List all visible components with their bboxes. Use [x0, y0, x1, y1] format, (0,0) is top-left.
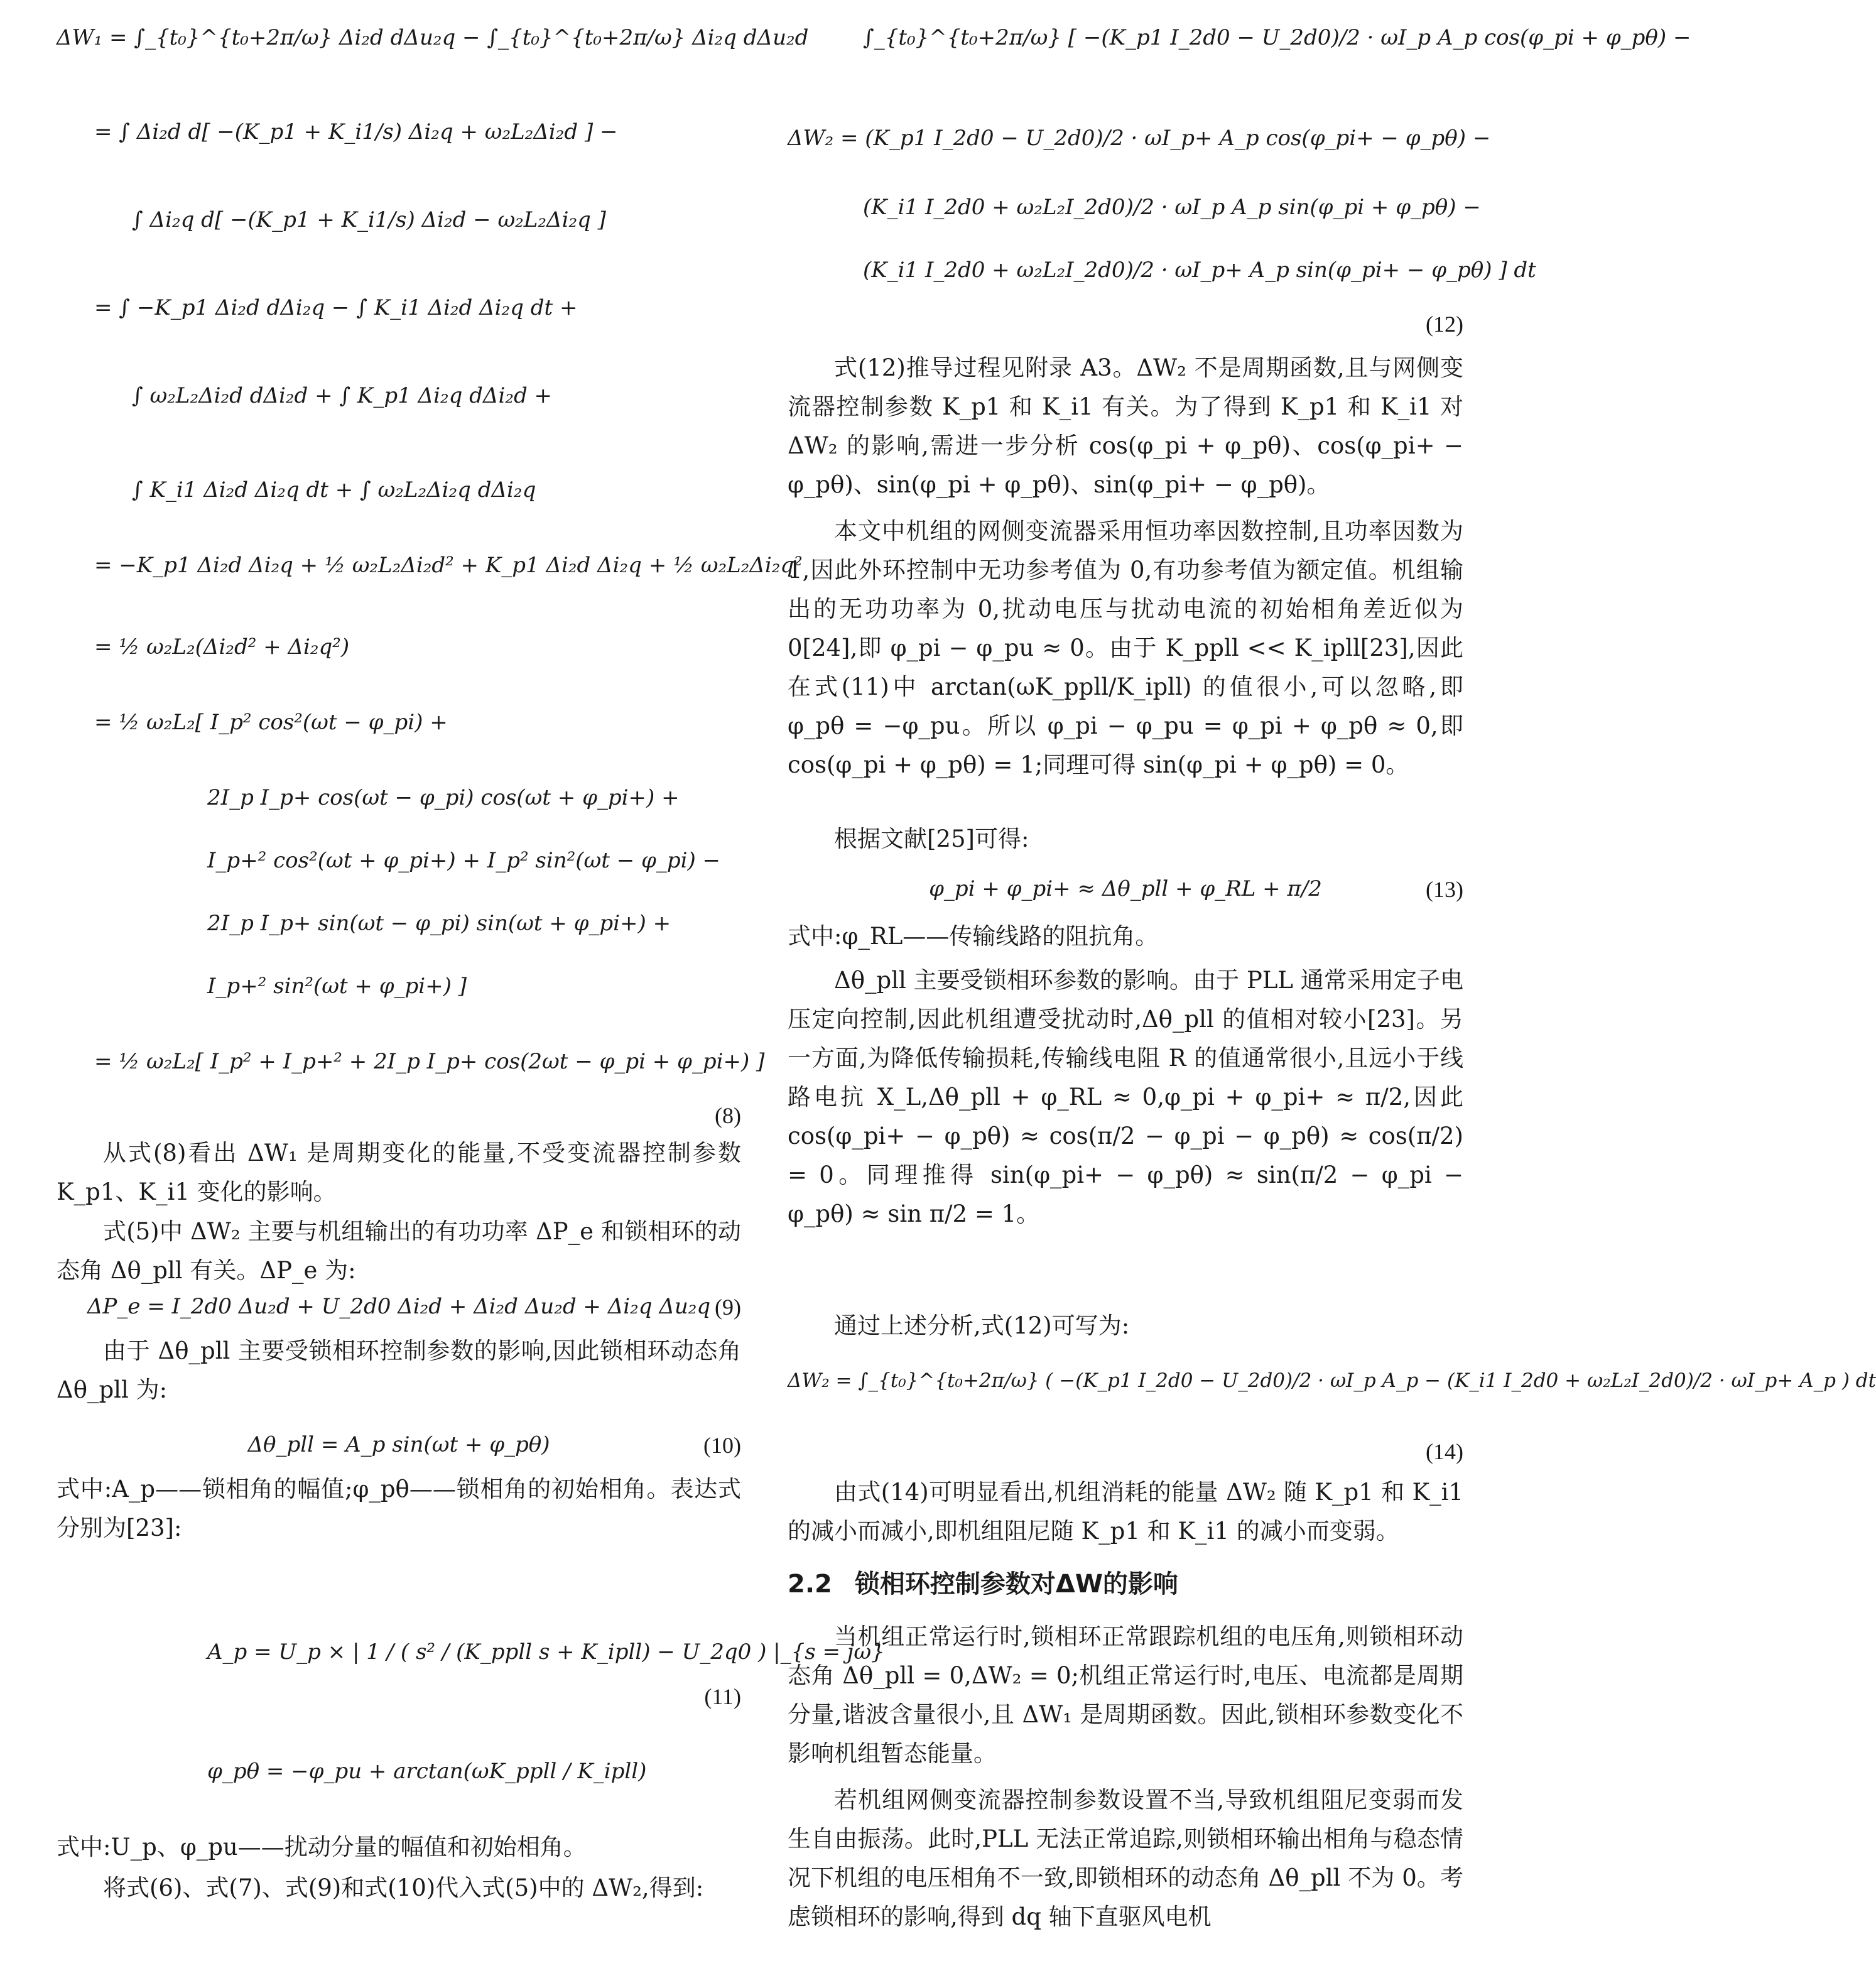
eq11-line-1: A_p = U_p × | 1 / ( s² / (K_ppll s + K_ipll) − U_2q0 ) |_{s = jω}	[207, 1639, 885, 1665]
eq8-line-6: ∫ K_i1 Δi₂d Δi₂q dt + ∫ ω₂L₂Δi₂q dΔi₂q	[132, 477, 536, 503]
eq10-number: (10)	[703, 1433, 741, 1458]
eq8-line-3: ∫ Δi₂q d[ −(K_p1 + K_i1/s) Δi₂d − ω₂L₂Δi₂q ]	[132, 207, 606, 232]
paragraph: 当机组正常运行时,锁相环正常跟踪机组的电压角,则锁相环动态角 Δθ_pll = 0,ΔW₂ = 0;机组正常运行时,电压、电流都是周期分量,谐波含量很小,且 ΔW₁ 是周期函数。因此,锁相环参数变化不影响机组暂态能量。	[788, 1623, 1463, 1767]
eq14-number: (14)	[1426, 1439, 1463, 1464]
eq12-line-3: (K_i1 I_2d0 + ω₂L₂I_2d0)/2 · ωI_p A_p sin(φ_pi + φ_pθ) −	[863, 195, 1481, 220]
eq8-line-12: 2I_p I_p+ sin(ωt − φ_pi) sin(ωt + φ_pi+) +	[207, 911, 671, 936]
eq12-line-1: ∫_{t₀}^{t₀+2π/ω} [ −(K_p1 I_2d0 − U_2d0)/2 · ωI_p A_p cos(φ_pi + φ_pθ) −	[863, 25, 1691, 50]
eq12-number: (12)	[1426, 312, 1463, 337]
eq8-line-10: 2I_p I_p+ cos(ωt − φ_pi) cos(ωt + φ_pi+) +	[207, 785, 680, 810]
eq8-line-4: = ∫ −K_p1 Δi₂d dΔi₂q − ∫ K_i1 Δi₂d Δi₂q dt +	[94, 295, 578, 320]
eq8-line-2: = ∫ Δi₂d d[ −(K_p1 + K_i1/s) Δi₂q + ω₂L₂Δi₂d ] −	[94, 119, 618, 144]
paragraph: 式(12)推导过程见附录 A3。ΔW₂ 不是周期函数,且与网侧变流器控制参数 K_p1 和 K_i1 有关。为了得到 K_p1 和 K_i1 对 ΔW₂ 的影响,需进一步分析 cos(φ_pi + φ_pθ)、cos(φ_pi+ − φ_pθ)、sin(φ_pi + φ_pθ)、sin(φ_pi+ − φ_pθ)。	[788, 354, 1463, 498]
eq13: φ_pi + φ_pi+ ≈ Δθ_pll + φ_RL + π/2	[929, 876, 1322, 901]
paragraph: 式中:U_p、φ_pu——扰动分量的幅值和初始相角。	[57, 1834, 587, 1861]
eq11-line-2: φ_pθ = −φ_pu + arctan(ωK_ppll / K_ipll)	[207, 1759, 647, 1784]
paragraph: 由于 Δθ_pll 主要受锁相环控制参数的影响,因此锁相环动态角 Δθ_pll 为:	[57, 1337, 741, 1403]
paragraph: 根据文献[25]可得:	[834, 825, 1029, 852]
eq8-number: (8)	[715, 1103, 741, 1128]
section-title: 锁相环控制参数对ΔW的影响	[854, 1570, 1178, 1599]
eq13-number: (13)	[1426, 877, 1463, 902]
eq8-line-14: = ½ ω₂L₂[ I_p² + I_p+² + 2I_p I_p+ cos(2ωt − φ_pi + φ_pi+) ]	[94, 1049, 765, 1074]
paragraph: 将式(6)、式(7)、式(9)和式(10)代入式(5)中的 ΔW₂,得到:	[103, 1874, 704, 1901]
eq12-line-4: (K_i1 I_2d0 + ω₂L₂I_2d0)/2 · ωI_p+ A_p sin(φ_pi+ − φ_pθ) ] dt	[863, 258, 1536, 283]
eq8-line-5: ∫ ω₂L₂Δi₂d dΔi₂d + ∫ K_p1 Δi₂q dΔi₂d +	[132, 383, 553, 408]
eq9-number: (9)	[715, 1295, 741, 1320]
paragraph: 式中:φ_RL——传输线路的阻抗角。	[788, 923, 1159, 950]
paragraph: 本文中机组的网侧变流器采用恒功率因数控制,且功率因数为 1,因此外环控制中无功参考值为 0,有功参考值为额定值。机组输出的无功功率为 0,扰动电压与扰动电流的初始相角差近似为 0[24],即 φ_pi − φ_pu ≈ 0。由于 K_ppll << K_ipll[23],因此在式(11)中 arctan(ωK_ppll/K_ipll) 的值很小,可以忽略,即 φ_pθ = −φ_pu。所以 φ_pi − φ_pu = φ_pi + φ_pθ ≈ 0,即 cos(φ_pi + φ_pθ) = 1;同理可得 sin(φ_pi + φ_pθ) = 0。	[788, 518, 1463, 778]
eq8-line-1: ΔW₁ = ∫_{t₀}^{t₀+2π/ω} Δi₂d dΔu₂q − ∫_{t₀}^{t₀+2π/ω} Δi₂q dΔu₂d	[57, 25, 809, 50]
eq10: Δθ_pll = A_p sin(ωt + φ_pθ)	[247, 1432, 550, 1457]
paragraph: Δθ_pll 主要受锁相环参数的影响。由于 PLL 通常采用定子电压定向控制,因此机组遭受扰动时,Δθ_pll 的值相对较小[23]。另一方面,为降低传输损耗,传输线电阻 R 的值通常很小,且远小于线路电抗 X_L,Δθ_pll + φ_RL ≈ 0,φ_pi + φ_pi+ ≈ π/2,因此 cos(φ_pi+ − φ_pθ) ≈ cos(π/2 − φ_pi − φ_pθ) ≈ cos(π/2) = 0。同理推得 sin(φ_pi+ − φ_pθ) ≈ sin(π/2 − φ_pi − φ_pθ) ≈ sin π/2 = 1。	[788, 967, 1463, 1227]
section-number: 2.2	[788, 1570, 832, 1599]
eq8-line-9: = ½ ω₂L₂[ I_p² cos²(ωt − φ_pi) +	[94, 710, 448, 735]
eq9: ΔP_e = I_2d0 Δu₂d + U_2d0 Δi₂d + Δi₂d Δu₂d + Δi₂q Δu₂q	[87, 1294, 711, 1319]
paragraph: 式(5)中 ΔW₂ 主要与机组输出的有功功率 ΔP_e 和锁相环的动态角 Δθ_pll 有关。ΔP_e 为:	[57, 1218, 741, 1284]
paragraph: 若机组网侧变流器控制参数设置不当,导致机组阻尼变弱而发生自由振荡。此时,PLL 无法正常追踪,则锁相环输出相角与稳态情况下机组的电压相角不一致,即锁相环的动态角 Δθ_pll 不为 0。考虑锁相环的影响,得到 dq 轴下直驱风电机	[788, 1786, 1463, 1930]
eq8-line-8: = ½ ω₂L₂(Δi₂d² + Δi₂q²)	[94, 634, 350, 660]
paragraph: 由式(14)可明显看出,机组消耗的能量 ΔW₂ 随 K_p1 和 K_i1 的减小而减小,即机组阻尼随 K_p1 和 K_i1 的减小而变弱。	[788, 1479, 1463, 1545]
eq11-number: (11)	[704, 1684, 741, 1709]
eq8-line-13: I_p+² sin²(ωt + φ_pi+) ]	[207, 974, 467, 999]
paragraph: 通过上述分析,式(12)可写为:	[834, 1312, 1130, 1339]
eq8-line-7: = −K_p1 Δi₂d Δi₂q + ½ ω₂L₂Δi₂d² + K_p1 Δi₂d Δi₂q + ½ ω₂L₂Δi₂q²	[94, 553, 803, 578]
section-heading	[788, 1564, 1178, 1600]
eq12-line-2: ΔW₂ = (K_p1 I_2d0 − U_2d0)/2 · ωI_p+ A_p cos(φ_pi+ − φ_pθ) −	[788, 126, 1491, 151]
paragraph: 式中:A_p——锁相角的幅值;φ_pθ——锁相角的初始相角。表达式分别为[23]:	[57, 1475, 741, 1541]
eq14: ΔW₂ = ∫_{t₀}^{t₀+2π/ω} ( −(K_p1 I_2d0 − U_2d0)/2 · ωI_p A_p − (K_i1 I_2d0 + ω₂L₂I_2d0)/2 · ωI_p+ A_p ) dt	[788, 1369, 1876, 1392]
paragraph: 从式(8)看出 ΔW₁ 是周期变化的能量,不受变流器控制参数 K_p1、K_i1 变化的影响。	[57, 1139, 741, 1205]
eq8-line-11: I_p+² cos²(ωt + φ_pi+) + I_p² sin²(ωt − φ_pi) −	[207, 848, 721, 873]
